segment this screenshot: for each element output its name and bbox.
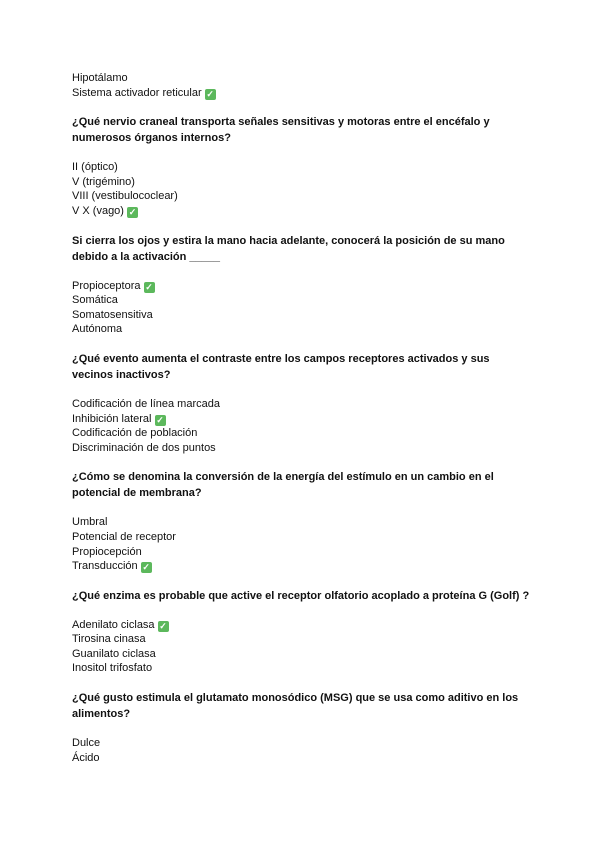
answer-option	[72, 545, 532, 560]
answer-option	[72, 647, 532, 662]
check-mark-icon: ✓	[128, 206, 137, 217]
intro-options	[72, 71, 532, 100]
answer-text: Autónoma	[72, 323, 123, 336]
question-block	[72, 469, 532, 573]
answer-option	[72, 86, 532, 101]
answer-option	[72, 736, 532, 751]
question-text: ¿Cómo se denomina la conversión de la energía del estímulo en un cambio en el potencial de membrana?	[72, 471, 494, 500]
answer-option	[72, 279, 532, 294]
answer-option	[72, 661, 532, 676]
answer-text: Discriminación de dos puntos	[72, 441, 216, 454]
answer-option	[72, 441, 532, 456]
check-mark-icon: ✓	[156, 414, 164, 425]
answer-text: Hipotálamo	[72, 72, 128, 84]
question-block	[72, 233, 532, 337]
answer-text: Inositol trifosfato	[72, 662, 153, 675]
answer-text: V (trigémino)	[72, 175, 135, 188]
answer-text: Ácido	[72, 751, 100, 764]
check-mark-icon: ✓	[159, 620, 167, 631]
answer-text: Transducción	[72, 560, 138, 573]
answer-option	[72, 559, 532, 574]
question-text: ¿Qué nervio craneal transporta señales sensitivas y motoras entre el encéfalo y numerosos órganos internos?	[72, 116, 490, 145]
answer-text: Tirosina cinasa	[72, 633, 146, 646]
question-text: ¿Qué evento aumenta el contraste entre los campos receptores activados y sus vecinos inactivos?	[72, 352, 490, 381]
answer-option	[72, 751, 532, 766]
answer-text: Propioceptora	[72, 279, 141, 292]
check-mark-icon: ✓	[145, 281, 153, 292]
answer-option	[72, 632, 532, 647]
answer-text: V X (vago)	[72, 204, 124, 217]
question-text: Si cierra los ojos y estira la mano hacia adelante, conocerá la posición de su mano debido a la activación _____	[72, 234, 505, 263]
answer-option	[72, 322, 532, 337]
check-mark-icon: ✓	[206, 88, 214, 99]
answer-text: Guanilato ciclasa	[72, 647, 156, 660]
answer-text: Somatosensitiva	[72, 308, 153, 321]
answer-text: VIII (vestibulococlear)	[72, 190, 178, 203]
answer-option	[72, 175, 532, 190]
answer-option	[72, 308, 532, 323]
answer-option	[72, 618, 532, 633]
answer-text: Potencial de receptor	[72, 530, 176, 543]
answer-option	[72, 204, 532, 219]
question-text: ¿Qué gusto estimula el glutamato monosódico (MSG) que se usa como aditivo en los alimentos?	[72, 692, 519, 721]
answer-option	[72, 426, 532, 441]
check-mark-icon: ✓	[142, 562, 150, 573]
question-block	[72, 351, 532, 455]
answer-text: Somática	[72, 294, 118, 307]
question-block	[72, 690, 532, 765]
question-text: ¿Qué enzima es probable que active el receptor olfatorio acoplado a proteína G (Golf) ?	[72, 589, 530, 602]
answer-option	[72, 515, 532, 530]
answer-option	[72, 412, 532, 427]
answer-text: Adenilato ciclasa	[72, 618, 155, 631]
answer-text: Sistema activador reticular	[72, 86, 202, 99]
answer-text: Propiocepción	[72, 545, 142, 558]
answer-text: Codificación de línea marcada	[72, 397, 220, 410]
answer-option	[72, 397, 532, 412]
answer-text: Codificación de población	[72, 427, 198, 440]
answer-option	[72, 189, 532, 204]
answer-option	[72, 160, 532, 175]
answer-text: Inhibición lateral	[72, 412, 152, 425]
answer-option	[72, 293, 532, 308]
question-block	[72, 588, 532, 676]
quiz-page	[72, 71, 532, 765]
answer-text: Umbral	[72, 516, 108, 529]
answer-text: II (óptico)	[72, 161, 118, 174]
answer-option	[72, 71, 532, 86]
answer-option	[72, 530, 532, 545]
answer-text: Dulce	[72, 737, 101, 750]
question-block	[72, 114, 532, 218]
